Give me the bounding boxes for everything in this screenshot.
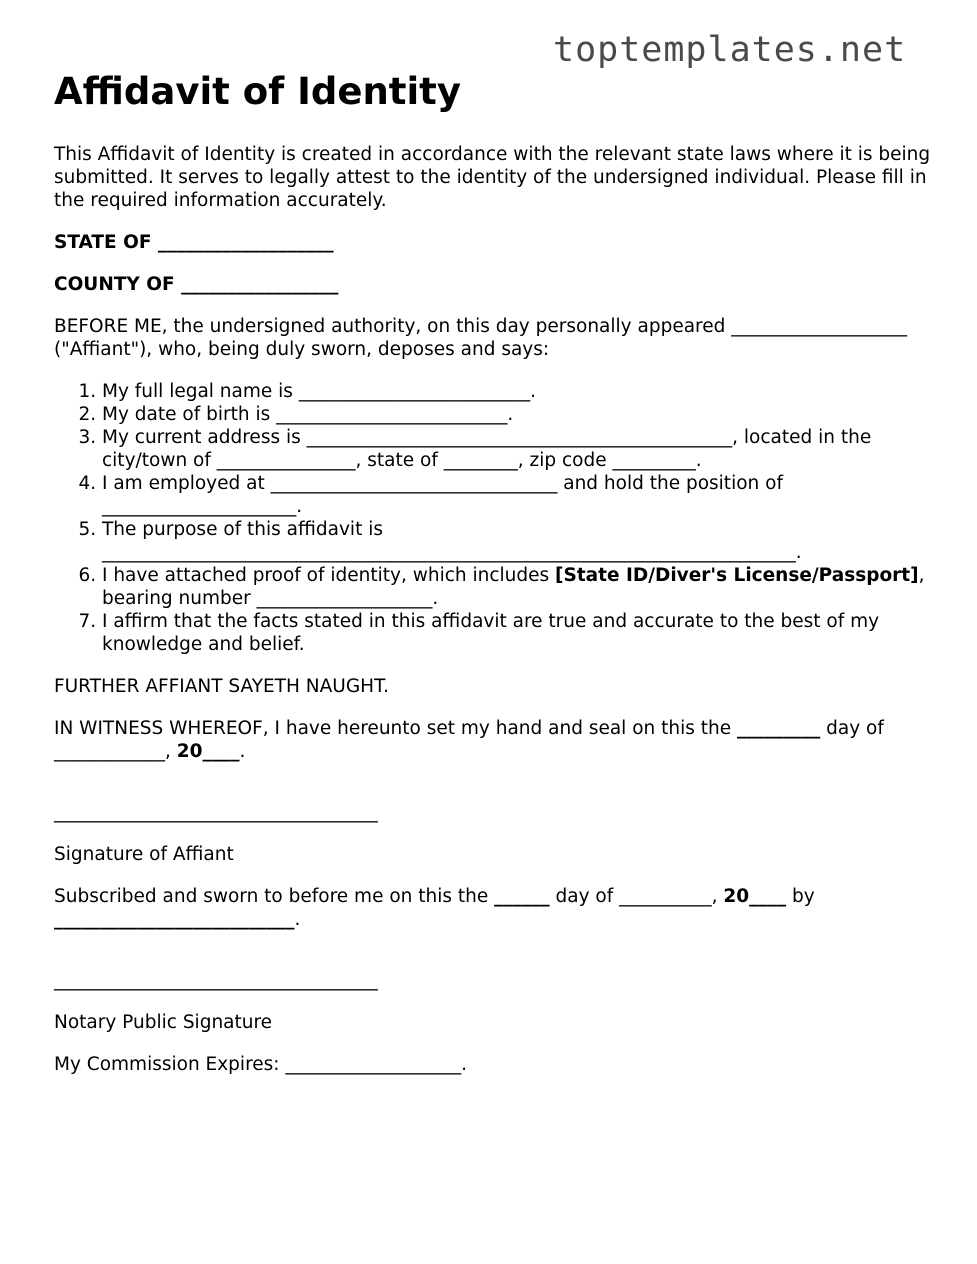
item6-text: I have attached proof of identity, which includes xyxy=(102,565,556,586)
notary-signature-line: ___________________________________ xyxy=(54,970,378,991)
sworn-day-blank: ______ xyxy=(494,886,550,907)
witness-text: IN WITNESS WHEREOF, I have hereunto set my hand and seal on this the xyxy=(54,718,738,739)
sworn-by-text: by xyxy=(786,886,815,907)
list-item: 4. I am employed at _______________________________ and hold the position of _____________________. xyxy=(102,472,934,518)
intro-paragraph: This Affidavit of Identity is created in accordance with the relevant state laws where it is being submitted. It serves to legally attest to the identity of the undersigned individual. Please fill in the required information accurately. xyxy=(54,144,931,211)
watermark: toptemplates.net xyxy=(553,30,907,70)
sworn-text: Subscribed and sworn to before me on this the xyxy=(54,886,495,907)
affiant-signature-label: Signature of Affiant xyxy=(54,844,234,865)
county-of-field: COUNTY OF _________________ xyxy=(54,274,339,295)
witness-day-blank: _________ xyxy=(737,718,821,739)
list-item: 5. The purpose of this affidavit is ___________________________________________________________________________. xyxy=(102,518,934,564)
sworn-paragraph xyxy=(54,885,934,931)
witness-month-text: day of ____________, xyxy=(54,718,884,762)
witness-year-text: 20____ xyxy=(176,741,240,762)
before-me-paragraph: BEFORE ME, the undersigned authority, on this day personally appeared ___________________ ("Affiant"), who, being duly sworn, deposes and says: xyxy=(54,316,907,360)
further-statement: FURTHER AFFIANT SAYETH NAUGHT. xyxy=(54,676,390,697)
document-page xyxy=(54,68,934,1095)
id-type-text: [State ID/Diver's License/Passport] xyxy=(555,565,919,586)
sworn-name-blank: __________________________ xyxy=(54,909,295,930)
list-item: 7. I affirm that the facts stated in this affidavit are true and accurate to the best of my knowledge and belief. xyxy=(102,610,934,656)
item6-number-text: , bearing number ___________________. xyxy=(102,565,925,609)
witness-paragraph xyxy=(54,717,934,763)
affiant-signature-line: ___________________________________ xyxy=(54,802,378,823)
state-of-field: STATE OF ___________________ xyxy=(54,232,334,253)
commission-expires-field: My Commission Expires: ___________________. xyxy=(54,1054,468,1075)
statements-list xyxy=(54,380,934,656)
sworn-month-text: day of __________, xyxy=(549,886,724,907)
sworn-end: . xyxy=(294,909,301,930)
list-item: 2. My date of birth is _________________________. xyxy=(102,403,934,426)
notary-signature-label: Notary Public Signature xyxy=(54,1012,273,1033)
list-item xyxy=(102,564,934,610)
sworn-year-text: 20____ xyxy=(723,886,787,907)
witness-end: . xyxy=(239,741,246,762)
list-item: 1. My full legal name is _________________________. xyxy=(102,380,934,403)
list-item: 3. My current address is ______________________________________________, located in the city/town of _______________, state of ________, zip code _________. xyxy=(102,426,934,472)
page-title: Affidavit of Identity xyxy=(54,70,461,113)
